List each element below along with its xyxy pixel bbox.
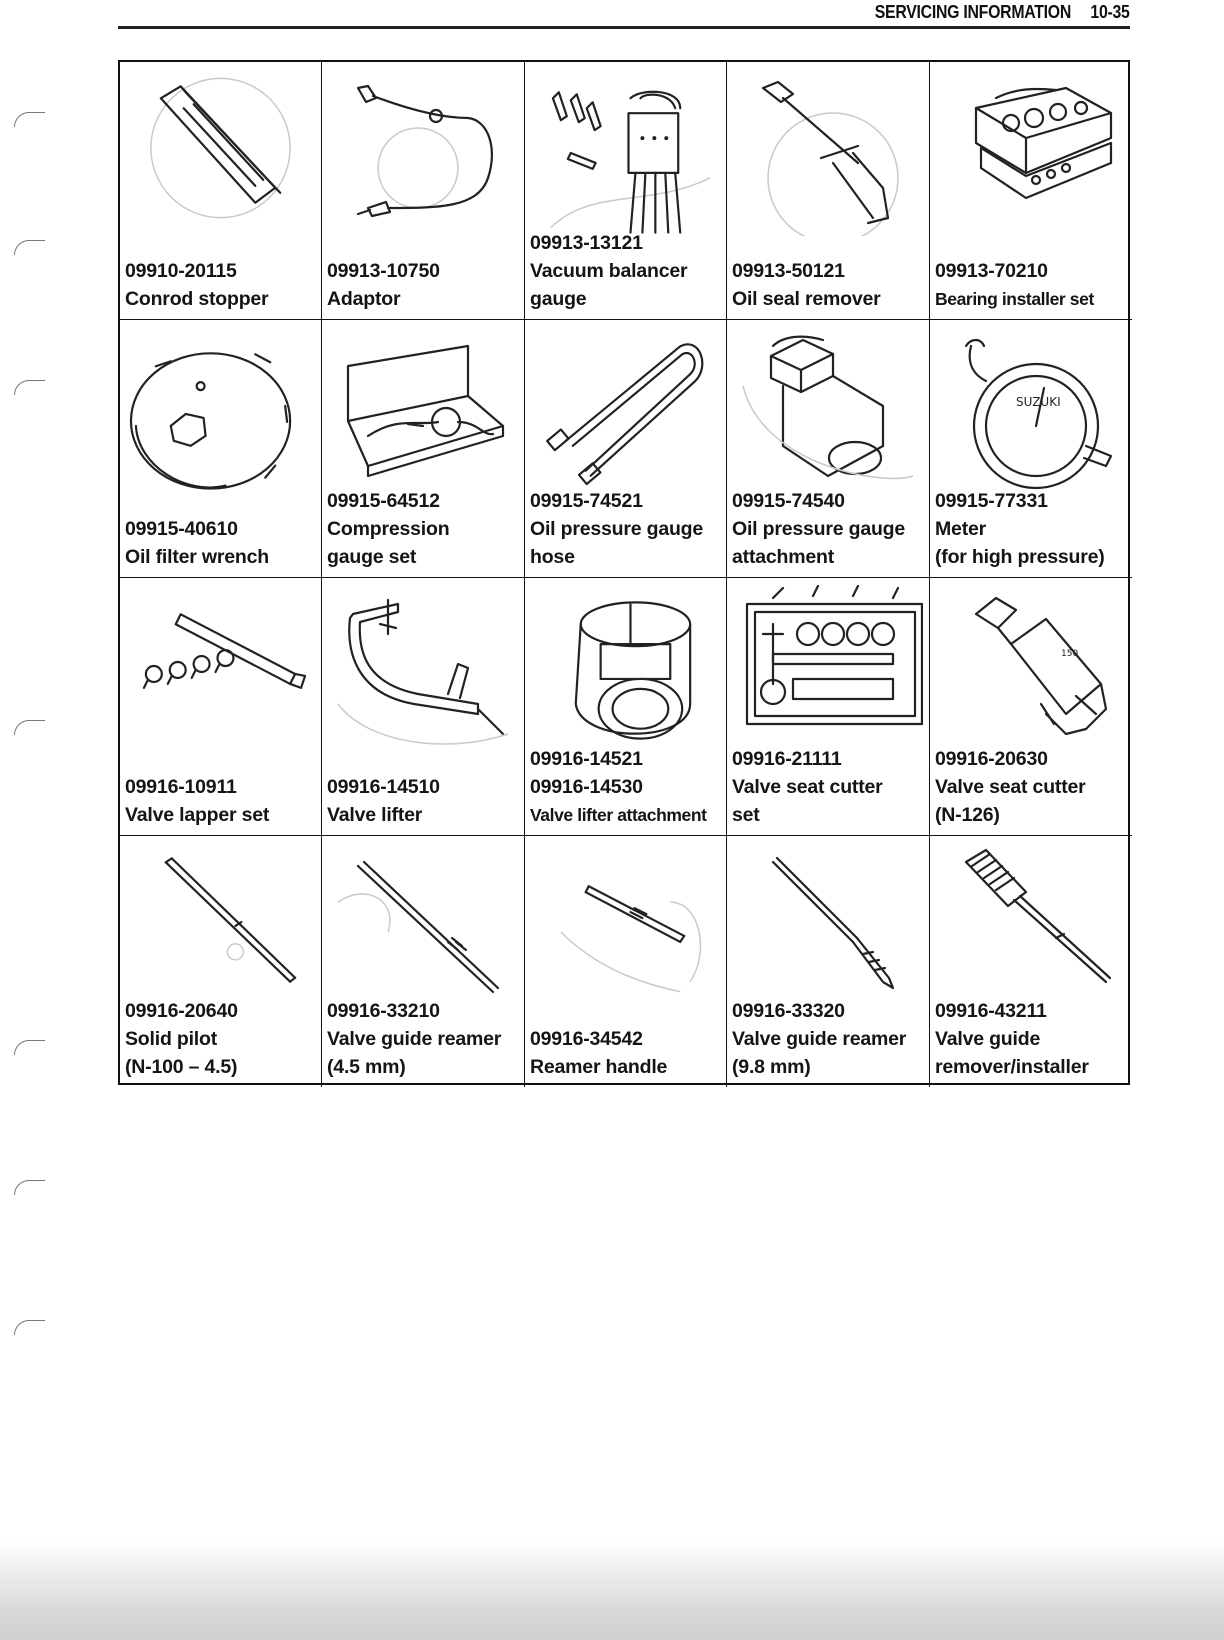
binder-mark <box>14 240 45 255</box>
part-number: 09913-70210 <box>935 260 1048 282</box>
part-number: 09915-74521 <box>530 490 643 512</box>
part-number: 09916-21111 <box>732 748 842 770</box>
tool-cell <box>120 578 322 836</box>
tool-name: Meter <box>935 518 987 540</box>
tool-name: Vacuum balancer <box>530 260 688 282</box>
tool-caption <box>125 773 319 829</box>
part-number: 09913-50121 <box>732 260 845 282</box>
tool-name: Valve lifter <box>327 804 423 826</box>
tool-caption <box>327 997 522 1081</box>
tool-name: Valve lifter attachment <box>530 805 707 825</box>
tool-name: (9.8 mm) <box>732 1056 811 1078</box>
tool-caption <box>530 1025 724 1081</box>
header-text <box>875 2 1130 23</box>
tool-name: (N-100 – 4.5) <box>125 1056 238 1078</box>
svg-text:SUZUKI: SUZUKI <box>1016 395 1061 409</box>
tool-cell <box>322 836 525 1087</box>
tool-cell <box>727 320 930 578</box>
tool-name: (4.5 mm) <box>327 1056 406 1078</box>
tool-caption <box>327 487 522 571</box>
tool-cell <box>120 836 322 1087</box>
tool-name: gauge set <box>327 546 417 568</box>
tool-cell <box>727 836 930 1087</box>
tool-name: remover/installer <box>935 1056 1089 1078</box>
tool-cell <box>120 320 322 578</box>
page-number: 10-35 <box>1090 2 1130 22</box>
valve-guide-remover-installer-icon <box>936 842 1126 1010</box>
tool-name: hose <box>530 546 575 568</box>
page-header <box>118 0 1130 34</box>
tool-name: Conrod stopper <box>125 288 269 310</box>
tool-name: (N-126) <box>935 804 1000 826</box>
svg-text:150: 150 <box>1061 649 1079 659</box>
tool-caption <box>327 773 522 829</box>
part-number: 09915-64512 <box>327 490 440 512</box>
tool-caption <box>530 745 724 829</box>
tool-cell <box>322 578 525 836</box>
tool-cell <box>727 578 930 836</box>
tool-name: Oil seal remover <box>732 288 881 310</box>
tool-name: Valve lapper set <box>125 804 270 826</box>
tool-name: Valve seat cutter <box>732 776 883 798</box>
part-number: 09915-40610 <box>125 518 238 540</box>
tool-name: (for high pressure) <box>935 546 1105 568</box>
part-number: 09915-77331 <box>935 490 1048 512</box>
part-number: 09916-33320 <box>732 1000 845 1022</box>
tool-name: Reamer handle <box>530 1056 668 1078</box>
tool-caption <box>732 997 927 1081</box>
tool-cell <box>322 320 525 578</box>
tool-caption <box>125 997 319 1081</box>
tool-name: Adaptor <box>327 288 401 310</box>
tool-caption <box>530 229 724 313</box>
part-number: 09915-74540 <box>732 490 845 512</box>
valve-seat-cutter-icon <box>936 584 1126 752</box>
binder-mark <box>14 112 45 127</box>
tool-name: Valve guide reamer <box>327 1028 502 1050</box>
oil-filter-wrench-icon <box>126 326 315 494</box>
page-bottom-shadow <box>0 1540 1224 1640</box>
binder-mark <box>14 720 45 735</box>
valve-guide-reamer-icon <box>328 842 518 1010</box>
tool-cell <box>930 836 1132 1087</box>
binder-mark <box>14 1320 45 1335</box>
tool-caption <box>935 745 1130 829</box>
tool-name: Valve seat cutter <box>935 776 1086 798</box>
tool-caption <box>732 487 927 571</box>
part-number: 09916-34542 <box>530 1028 643 1050</box>
binder-mark <box>14 1180 45 1195</box>
tool-name: Valve guide reamer <box>732 1028 907 1050</box>
valve-lifter-icon <box>328 584 518 752</box>
tool-caption <box>732 745 927 829</box>
valve-lifter-attachment-icon <box>531 584 720 752</box>
valve-guide-reamer-large-icon <box>733 842 923 1010</box>
header-rule <box>118 26 1130 29</box>
part-number-secondary: 09916-14530 <box>530 776 643 798</box>
tool-cell <box>525 836 727 1087</box>
reamer-handle-icon <box>531 842 720 1010</box>
oil-seal-remover-icon <box>733 68 923 236</box>
solid-pilot-icon <box>126 842 315 1010</box>
part-number: 09916-43211 <box>935 1000 1047 1022</box>
tool-name: Compression <box>327 518 450 540</box>
tool-name: Oil filter wrench <box>125 546 269 568</box>
bearing-installer-set-icon <box>936 68 1126 236</box>
tool-caption <box>327 257 522 313</box>
oil-pressure-gauge-hose-icon <box>531 326 720 494</box>
tool-caption <box>125 257 319 313</box>
tool-cell <box>525 320 727 578</box>
tool-cell <box>525 578 727 836</box>
binder-mark <box>14 380 45 395</box>
pressure-meter-icon <box>936 326 1126 494</box>
tool-caption <box>530 487 724 571</box>
tool-cell <box>120 62 322 320</box>
tool-caption <box>125 515 319 571</box>
conrod-stopper-icon <box>126 68 315 236</box>
part-number: 09913-10750 <box>327 260 440 282</box>
valve-lapper-set-icon <box>126 584 315 752</box>
adaptor-icon <box>328 68 518 236</box>
part-number: 09916-33210 <box>327 1000 440 1022</box>
tool-cell <box>322 62 525 320</box>
tool-cell <box>930 320 1132 578</box>
part-number: 09916-20640 <box>125 1000 238 1022</box>
tool-name: gauge <box>530 288 587 310</box>
part-number: 09916-14521 <box>530 748 643 770</box>
tool-cell <box>525 62 727 320</box>
tool-caption <box>935 487 1130 571</box>
compression-gauge-set-icon <box>328 326 518 494</box>
tool-name: Oil pressure gauge <box>530 518 704 540</box>
tool-cell <box>930 62 1132 320</box>
tool-name: attachment <box>732 546 835 568</box>
oil-pressure-gauge-attachment-icon <box>733 326 923 494</box>
tool-cell <box>930 578 1132 836</box>
special-tools-table <box>118 60 1130 1085</box>
binder-mark <box>14 1040 45 1055</box>
part-number: 09916-20630 <box>935 748 1048 770</box>
part-number: 09916-10911 <box>125 776 237 798</box>
part-number: 09916-14510 <box>327 776 440 798</box>
tool-name: Valve guide <box>935 1028 1041 1050</box>
part-number: 09913-13121 <box>530 232 643 254</box>
part-number: 09910-20115 <box>125 260 237 282</box>
tool-name: Bearing installer set <box>935 289 1094 309</box>
valve-seat-cutter-set-icon <box>733 584 923 752</box>
tool-name: Oil pressure gauge <box>732 518 906 540</box>
tool-cell <box>727 62 930 320</box>
section-title: SERVICING INFORMATION <box>875 2 1072 22</box>
tool-caption <box>732 257 927 313</box>
vacuum-balancer-gauge-icon <box>531 68 720 236</box>
tool-name: Solid pilot <box>125 1028 218 1050</box>
tool-caption <box>935 997 1130 1081</box>
tool-name: set <box>732 804 760 826</box>
tool-caption <box>935 257 1130 313</box>
